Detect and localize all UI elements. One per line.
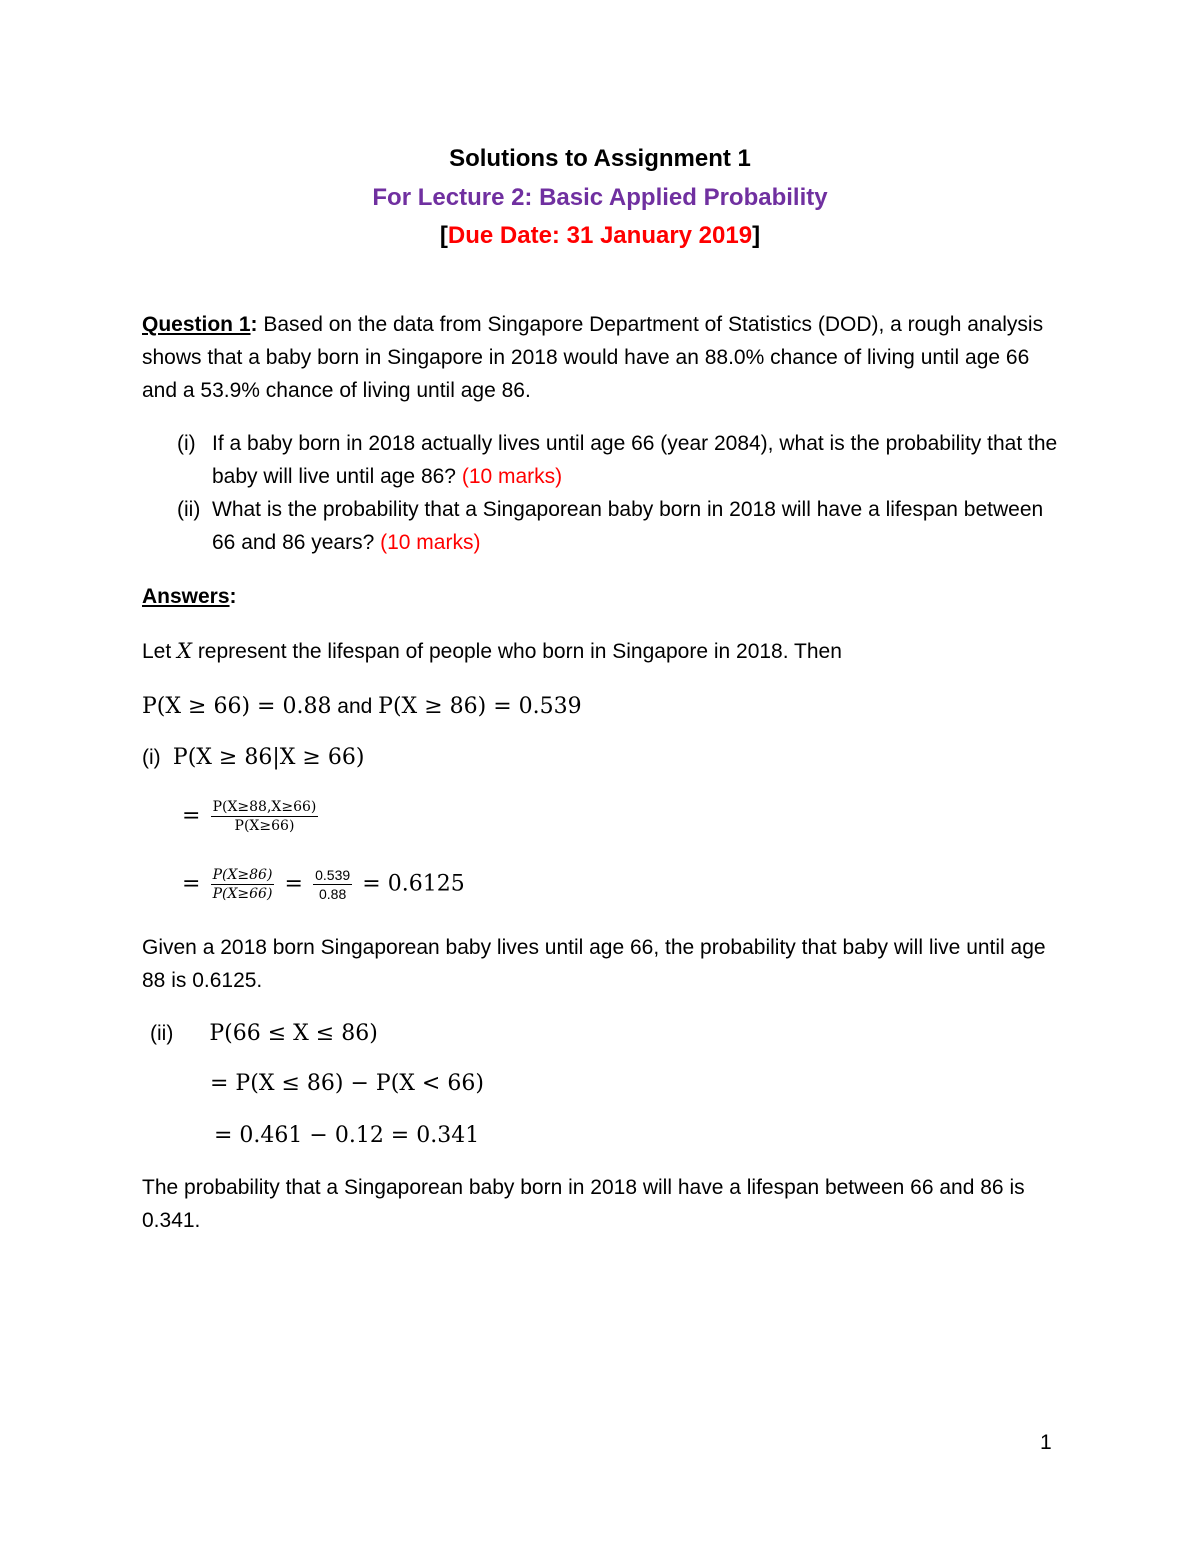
question-text: Based on the data from Singapore Department of Statistics (DOD), a rough analysis shows that a baby born in Singapore in 2018 would have an 88.0% chance of living until age 66 and a 53.9% chance of living until age 86. — [142, 313, 1044, 402]
equals-sign: = — [182, 803, 201, 829]
question-colon: : — [250, 313, 258, 336]
part-ii-step1: = P(X ≤ 86) − P(X < 66) — [210, 1071, 484, 1096]
given-a: P(X ≥ 66) = 0.88 — [142, 694, 332, 719]
question-item-ii — [142, 493, 1062, 559]
item-number: (i) — [177, 432, 196, 455]
given-b: P(X ≥ 86) = 0.539 — [378, 694, 582, 719]
part-i-expression — [142, 742, 364, 773]
item-number: (ii) — [177, 498, 201, 521]
equals-sign: = — [284, 871, 303, 897]
lecture-subtitle: For Lecture 2: Basic Applied Probability — [372, 184, 828, 211]
part-i-label: (i) — [142, 746, 161, 769]
given-probabilities — [142, 691, 582, 722]
item-text — [212, 427, 1062, 493]
part-ii-expression — [150, 1018, 378, 1049]
conclusion-ii: The probability that a Singaporean baby born in 2018 will have a lifespan between 66 and 86 is 0.341. — [142, 1176, 1025, 1232]
due-bracket-open: [ — [439, 222, 448, 249]
due-bracket-close: ] — [752, 222, 761, 249]
page-number: 1 — [1040, 1431, 1052, 1454]
fraction — [211, 866, 275, 903]
part-ii-expr: P(66 ≤ X ≤ 86) — [209, 1021, 378, 1046]
answers-label: Answers — [142, 585, 230, 608]
variable-x: X — [177, 639, 192, 663]
question-label: Question 1 — [142, 313, 251, 336]
numerator: P(X≥86) — [212, 867, 273, 883]
let-prefix: Let — [142, 640, 178, 663]
part-ii-label: (ii) — [150, 1022, 174, 1045]
part-ii-step2: = 0.461 − 0.12 = 0.341 — [214, 1123, 480, 1148]
question-item-i — [142, 427, 1062, 493]
due-date-line — [0, 221, 1200, 251]
item-text — [212, 493, 1062, 559]
part-i-step2 — [182, 866, 465, 903]
result: = 0.6125 — [362, 871, 465, 897]
given-and: and — [331, 695, 379, 718]
answers-colon: : — [229, 585, 237, 608]
fraction — [211, 798, 319, 835]
denominator: P(X≥66) — [234, 818, 295, 834]
numerator: P(X≥88,X≥66) — [212, 799, 317, 815]
item-question: What is the probability that a Singaporean baby born in 2018 will have a lifespan between 66 and 86 years? — [212, 498, 1044, 554]
item-marks: (10 marks) — [380, 531, 481, 554]
conclusion-i: Given a 2018 born Singaporean baby lives until age 66, the probability that baby will live until age 88 is 0.6125. — [142, 936, 1046, 992]
part-i-step1 — [182, 798, 322, 835]
let-suffix: represent the lifespan of people who born in Singapore in 2018. Then — [191, 640, 842, 663]
item-marks: (10 marks) — [461, 465, 563, 488]
denominator: 0.88 — [319, 886, 347, 902]
answers-heading — [142, 580, 1062, 613]
question-paragraph — [142, 308, 1062, 407]
equals-sign: = — [182, 871, 201, 897]
fraction — [313, 866, 352, 903]
document-title: Solutions to Assignment 1 — [449, 145, 751, 172]
denominator: P(X≥66) — [212, 886, 273, 902]
item-question: If a baby born in 2018 actually lives until age 66 (year 2084), what is the probability that the baby will live until age 86? — [212, 432, 1058, 488]
due-date-text: Due Date: 31 January 2019 — [447, 222, 753, 249]
numerator: 0.539 — [315, 867, 351, 883]
part-i-expr: P(X ≥ 86|X ≥ 66) — [172, 745, 365, 770]
let-statement — [142, 635, 1062, 668]
